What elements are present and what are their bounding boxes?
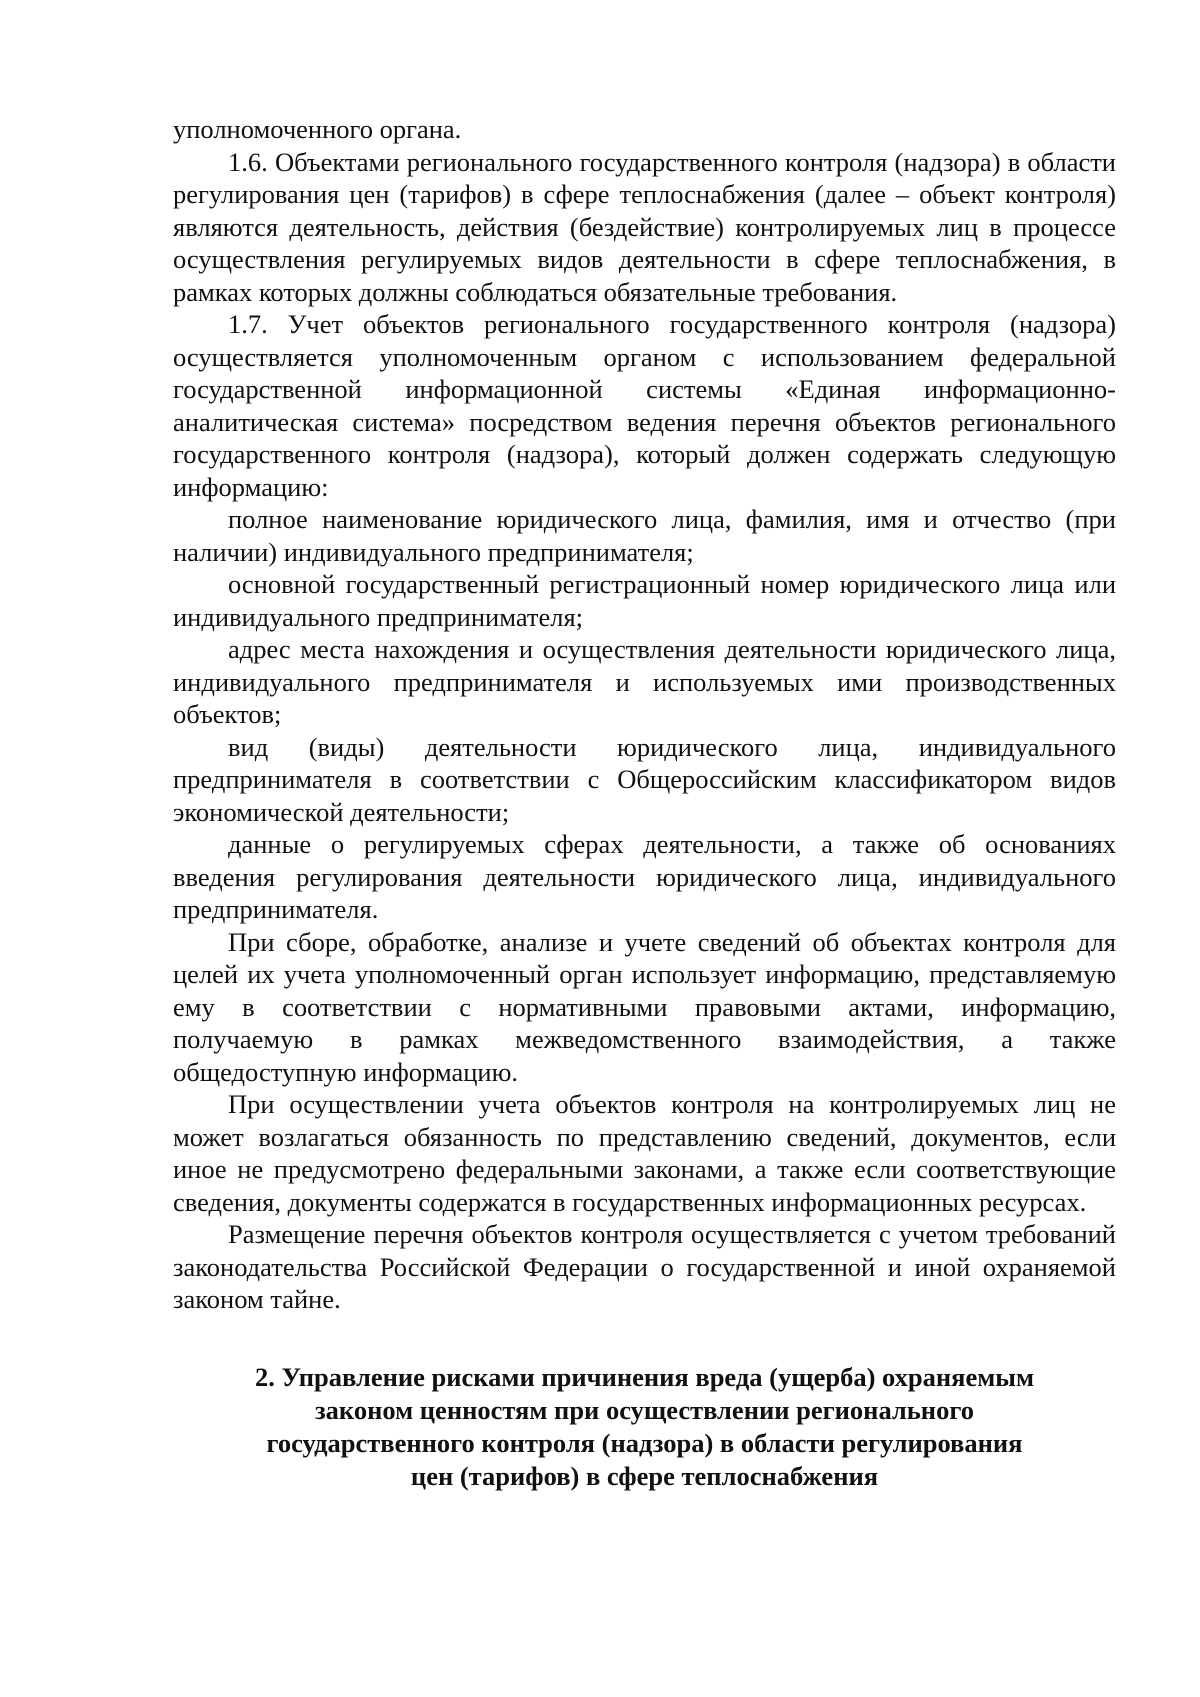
section-heading-line: законом ценностям при осуществлении регионального [315,1394,974,1425]
paragraph-1-7: 1.7. Учет объектов регионального государственного контроля (надзора) осуществляется уполномоченным органом с использованием федеральной государственной информационной системы «Единая информационно-аналитическая система» посредством ведения перечня объектов регионального государственного контроля (надзора), который должен содержать следующую информацию: [173,309,1116,502]
paragraph-information-collection: При сборе, обработке, анализе и учете сведений об объектах контроля для целей их учета уполномоченный орган использует информацию, представляемую ему в соответствии с нормативными правовыми актами, информацию, получаемую в рамках межведомственного взаимодействия, а также общедоступную информацию. [173,926,1116,1087]
section-heading [173,1361,1116,1493]
paragraph-list-placement: Размещение перечня объектов контроля осуществляется с учетом требований законодательства Российской Федерации о государственной и иной охраняемой законом тайне. [173,1219,1116,1314]
list-item-regulated-spheres: данные о регулируемых сферах деятельности, а также об основаниях введения регулирования деятельности юридического лица, индивидуального предпринимателя. [173,829,1116,924]
paragraph-no-obligation: При осуществлении учета объектов контроля на контролируемых лиц не может возлагаться обязанность по представлению сведений, документов, если иное не предусмотрено федеральными законами, а также если соответствующие сведения, документы содержатся в государственных информационных ресурсах. [173,1089,1116,1217]
list-item-activity-types: вид (виды) деятельности юридического лица, индивидуального предпринимателя в соответствии с Общероссийским классификатором видов экономической деятельности; [173,731,1116,827]
section-heading-line: государственного контроля (надзора) в области регулирования [266,1427,1023,1458]
paragraph-1-6: 1.6. Объектами регионального государственного контроля (надзора) в области регулирования цен (тарифов) в сфере теплоснабжения (далее – объект контроля) являются деятельность, действия (бездействие) контролируемых лиц в процессе осуществления регулируемых видов деятельности в сфере теплоснабжения, в рамках которых должны соблюдаться обязательные требования. [173,146,1116,307]
section-heading-line: 2. Управление рисками причинения вреда (ущерба) охраняемым [254,1361,1035,1392]
list-item-full-name: полное наименование юридического лица, фамилия, имя и отчество (при наличии) индивидуального предпринимателя; [173,504,1116,567]
paragraph-continuation: уполномоченного органа. [173,114,462,144]
section-heading-line: цен (тарифов) в сфере теплоснабжения [410,1460,879,1491]
list-item-address: адрес места нахождения и осуществления деятельности юридического лица, индивидуального предпринимателя и используемых ими производственных объектов; [173,634,1116,729]
list-item-ogrn: основной государственный регистрационный номер юридического лица или индивидуального предпринимателя; [173,569,1116,632]
document-body [173,113,1116,1493]
